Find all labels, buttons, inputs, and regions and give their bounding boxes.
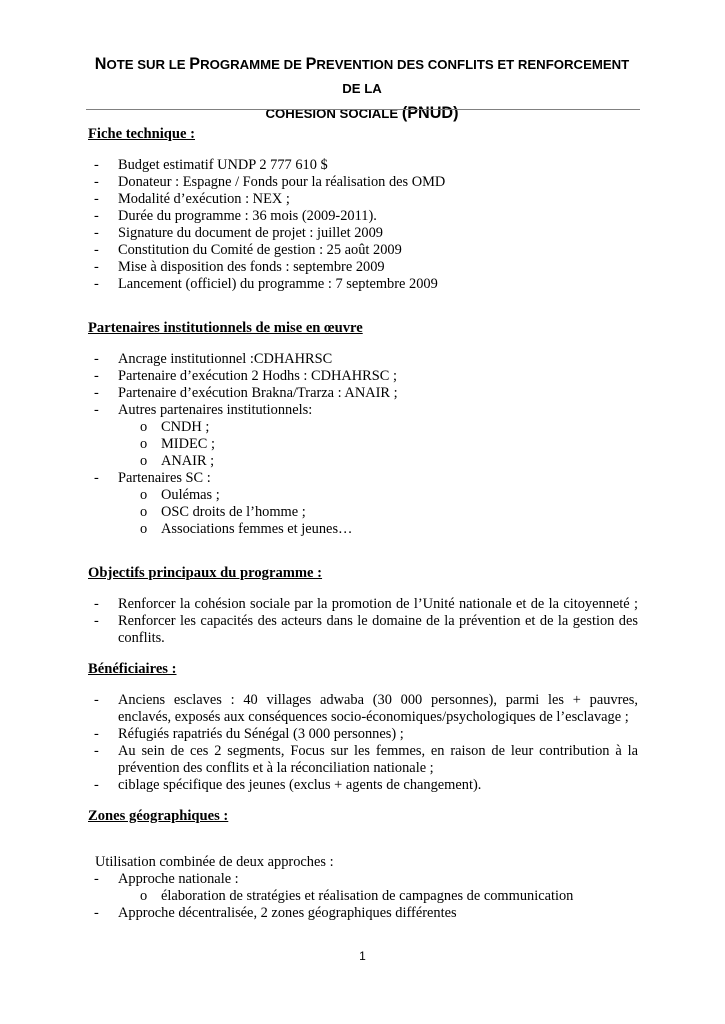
list-item: Renforcer la cohésion sociale par la promotion de l’Unité nationale et de la citoyenneté ;: [118, 596, 638, 612]
document-title: [88, 52, 636, 126]
list-item: Renforcer les capacités des acteurs dans le domaine de la prévention et de la gestion des: [118, 613, 638, 629]
list-item-continuation: enclavés, exposés aux conséquences socio-économiques/psychologiques de l’esclavage ;: [118, 709, 629, 725]
title-line-1: NOTE SUR LE PROGRAMME DE PREVENTION DES CONFLITS ET RENFORCEMENT DE LA: [94, 55, 630, 96]
list-item-continuation: prévention des conflits et à la réconciliation nationale ;: [118, 760, 434, 776]
list-item: Anciens esclaves : 40 villages adwaba (30 000 personnes), parmi les + pauvres,: [118, 692, 638, 708]
list-item: ciblage spécifique des jeunes (exclus + agents de changement).: [118, 777, 482, 793]
section-heading-objectifs: Objectifs principaux du programme :: [88, 565, 323, 581]
title-divider: [86, 109, 640, 110]
document-page: NOTE SUR LE PROGRAMME DE PREVENTION DES CONFLITS ET RENFORCEMENT DE LA COHESION SOCIALE (PNUD) Fiche technique : - Budget estimatif UNDP 2 777 610 $ - Donateur : Espagne / Fonds pour la réalisation des OMD - Modalité d’exécution : NEX ; - Durée du programme : 36 mois (2009-2011). - Signature du document de projet : juillet 2009 - Constitution du Comité de gestion : 25 août 2009 - Mise à disposition des fonds : septembre 2009 - Lancement (officiel) du programme : 7 septembre 2009 Partenaires institutionnels de mise en œuvre - Ancrage institutionnel :CDHAHRSC - Partenaire d’exécution 2 Hodhs : CDHAHRSC ; - Partenaire d’exécution Brakna/Trarza : ANAIR ; - Autres partenaires institutionnels: o CNDH ; o MIDEC ; o ANAIR ; - Partenaires SC : o Oulémas ; o OSC droits de l’homme ; o Associations femmes et jeunes… Objectifs principaux du programme : - Renforcer la cohésion sociale par la promotion de l’Unité nationale et de la citoyenneté ; - Renforcer les capacités des acteurs dans le domaine de la prévention et de la gestion des conflits. Bénéficiaires : - Anciens esclaves : 40 villages adwaba (30 000 personnes), parmi les + pauvres, enclavés, exposés aux conséquences socio-économiques/psychologiques de l’esclavage ; - Réfugiés rapatriés du Sénégal (3 000 personnes) ; - Au sein de ces 2 segments, Focus sur les femmes, en raison de leur contribution à la prévention des conflits et à la réconciliation nationale ; - ciblage spécifique des jeunes (exclus + agents de changement). Zones géographiques : Utilisation combinée de deux approches : - Approche nationale : o élaboration de stratégies et réalisation de campagnes de communication - Approche décentralisée, 2 zones géographiques différentes 1: [0, 0, 725, 1024]
page-number: 1: [359, 949, 366, 963]
section-heading-zones: Zones géographiques :: [88, 808, 229, 824]
section-heading-fiche: Fiche technique :: [88, 126, 196, 142]
zones-intro: Utilisation combinée de deux approches :: [95, 854, 334, 870]
list-item: Réfugiés rapatriés du Sénégal (3 000 personnes) ;: [118, 726, 404, 742]
section-heading-beneficiaires: Bénéficiaires :: [88, 661, 177, 677]
section-heading-partenaires: Partenaires institutionnels de mise en œuvre: [88, 320, 363, 336]
list-item-continuation: conflits.: [118, 630, 165, 646]
list-item: Au sein de ces 2 segments, Focus sur les femmes, en raison de leur contribution à la: [118, 743, 638, 759]
title-line-2: COHESION SOCIALE (PNUD): [265, 104, 459, 122]
